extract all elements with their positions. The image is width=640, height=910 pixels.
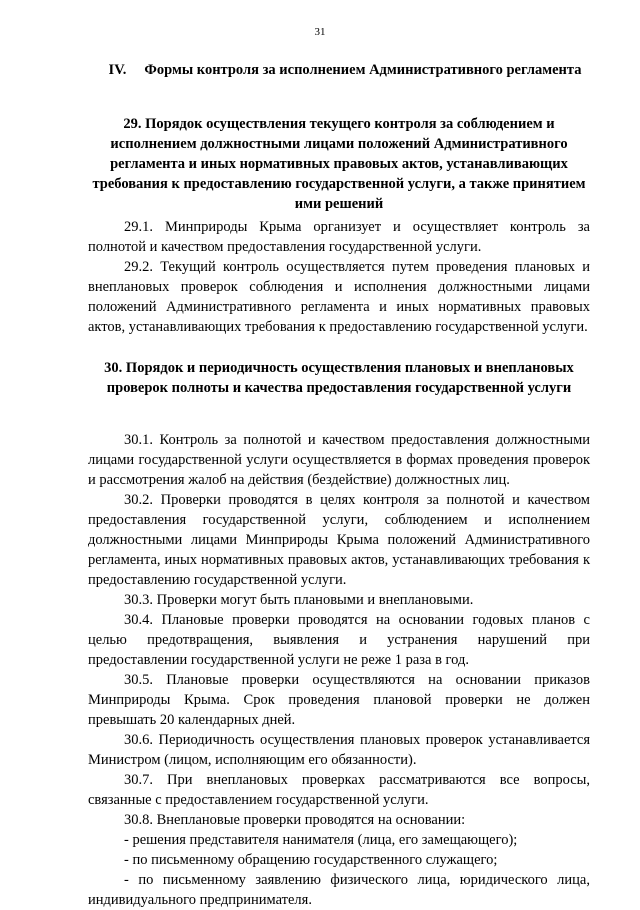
paragraph-30-7: 30.7. При внеплановых проверках рассматриваются все вопросы, связанные с предоставлением государственной услуги. <box>88 772 590 808</box>
paragraph-29-2: 29.2. Текущий контроль осуществляется путем проведения плановых и внеплановых проверок соблюдения и исполнения должностными лицами положений Административного регламента и иных нормативных правовых актов, устанавливающих требования к предоставлению государственной услуги. <box>88 259 590 335</box>
list-item-basis-1: - решения представителя нанимателя (лица, его замещающего); <box>124 832 518 848</box>
chapter-title <box>100 60 590 80</box>
section-29-body <box>88 217 590 337</box>
paragraph-30-4: 30.4. Плановые проверки проводятся на основании годовых планов с целью предотвращения, выявления и устранения нарушений при предоставлении государственной услуги не реже 1 раза в год. <box>88 612 590 668</box>
paragraph-30-6: 30.6. Периодичность осуществления плановых проверок устанавливается Министром (лицом, исполняющим его обязанности). <box>88 732 590 768</box>
paragraph-29-1: 29.1. Минприроды Крыма организует и осуществляет контроль за полнотой и качеством предоставления государственной услуги. <box>88 219 590 255</box>
section-30-body <box>88 430 590 910</box>
section-30-heading-block <box>88 358 590 398</box>
paragraph-30-2: 30.2. Проверки проводятся в целях контроля за полнотой и качеством предоставления государственной услуги, соблюдением и исполнением должностными лицами Минприроды Крыма положений Административного регламента, иных нормативных правовых актов, устанавливающих требования к предоставлению государственной услуги. <box>88 492 590 588</box>
paragraph-30-3: 30.3. Проверки могут быть плановыми и внеплановыми. <box>124 592 474 608</box>
list-item-basis-3: - по письменному заявлению физического лица, юридического лица, индивидуального предпринимателя. <box>88 872 590 908</box>
section-30-heading: 30. Порядок и периодичность осуществления плановых и внеплановых проверок полноты и качества предоставления государственной услуги <box>104 360 574 396</box>
page-number: 31 <box>314 26 326 38</box>
list-item-basis-2: - по письменному обращению государственного служащего; <box>124 852 498 868</box>
section-29-heading: 29. Порядок осуществления текущего контроля за соблюдением и исполнением должностными лицами положений Административного регламента и иных нормативных правовых актов, устанавливающих требования к предоставлению государственной услуги, а также принятием ими решений <box>92 116 586 212</box>
chapter-numeral: IV. <box>108 62 127 78</box>
paragraph-30-1: 30.1. Контроль за полнотой и качеством предоставления должностными лицами государственной услуги осуществляется в формах проведения проверок и рассмотрения жалоб на действия (бездействие) должностных лиц. <box>88 432 590 488</box>
chapter-title-text: Формы контроля за исполнением Административного регламента <box>144 62 582 78</box>
paragraph-30-5: 30.5. Плановые проверки осуществляются на основании приказов Минприроды Крыма. Срок проведения плановой проверки не должен превышать 20 календарных дней. <box>88 672 590 728</box>
section-29-heading-block <box>88 114 590 214</box>
paragraph-30-8: 30.8. Внеплановые проверки проводятся на основании: <box>124 812 466 828</box>
